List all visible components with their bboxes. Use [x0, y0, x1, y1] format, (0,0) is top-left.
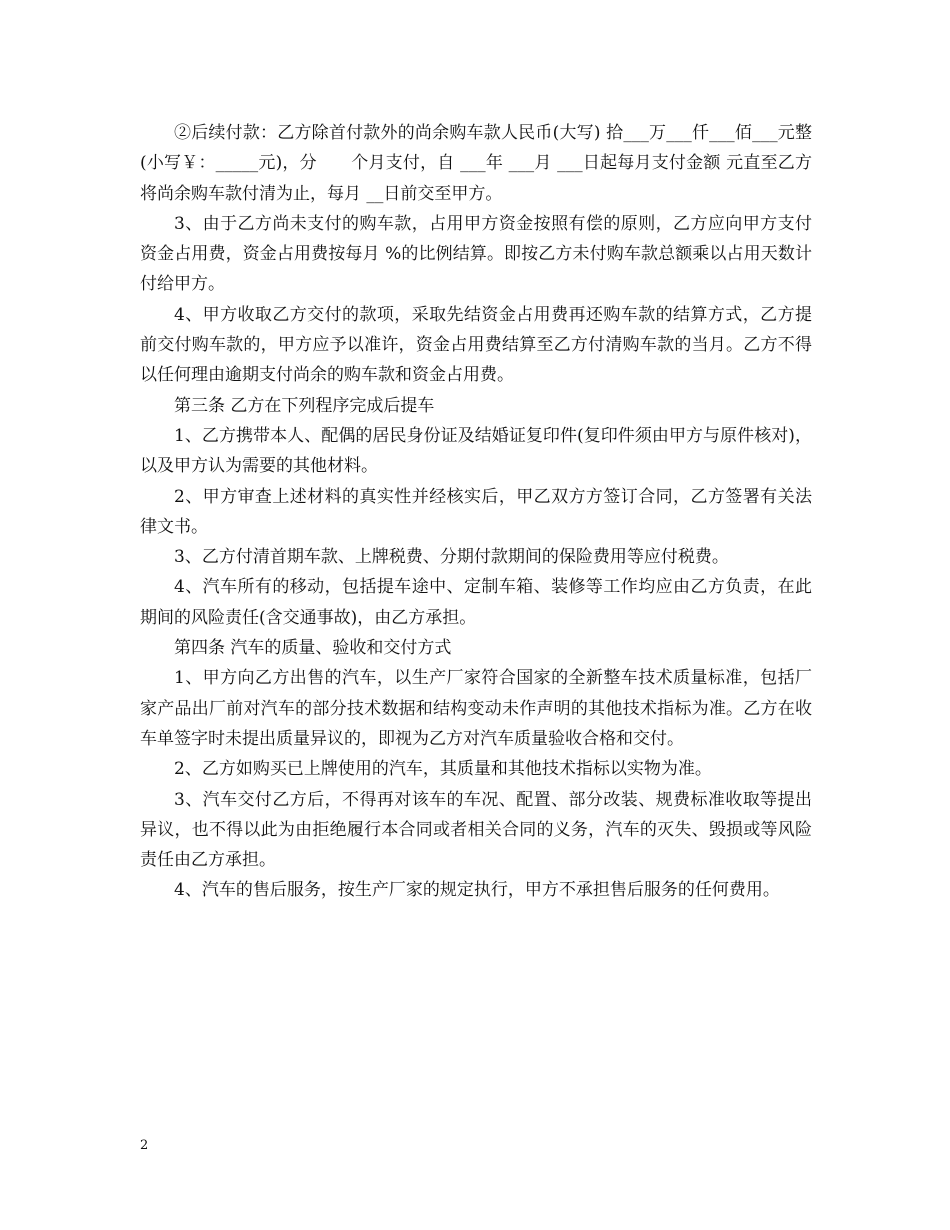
paragraph-settlement-method: 4、甲方收取乙方交付的款项，采取先结资金占用费再还购车款的结算方式，乙方提前交付购车款的，甲方应予以准许，资金占用费结算至乙方付清购车款的当月。乙方不得以任何理由逾期支付尚余的购车款和资金占用费。 [140, 304, 812, 386]
paragraph-taxes-fees: 3、乙方付清首期车款、上牌税费、分期付款期间的保险费用等应付税费。 [174, 547, 729, 568]
article-four-heading: 第四条 汽车的质量、验收和交付方式 [174, 638, 452, 659]
document-body [140, 118, 812, 906]
paragraph-used-vehicle-quality: 2、乙方如购买已上牌使用的汽车，其质量和其他技术指标以实物为准。 [174, 759, 712, 780]
paragraph-quality-standard: 1、甲方向乙方出售的汽车，以生产厂家符合国家的全新整车技术质量标准，包括厂家产品出厂前对汽车的部分技术数据和结构变动未作声明的其他技术指标为准。乙方在收车单签字时未提出质量异议的，即视为乙方对汽车质量验收合格和交付。 [140, 668, 812, 749]
paragraph-fund-occupation-fee: 3、由于乙方尚未支付的购车款，占用甲方资金按照有偿的原则，乙方应向甲方支付资金占用费，资金占用费按每月 %的比例结算。即按乙方未付购车款总额乘以占用天数计付给甲方。 [140, 213, 812, 295]
paragraph-documents-required: 1、乙方携带本人、配偶的居民身份证及结婚证复印件(复印件须由甲方与原件核对)，以及甲方认为需要的其他材料。 [140, 425, 812, 477]
paragraph-vehicle-movement-risk: 4、汽车所有的移动，包括提车途中、定制车箱、装修等工作均应由乙方负责，在此期间的风险责任(含交通事故)，由乙方承担。 [140, 577, 812, 628]
paragraph-subsequent-payment: ②后续付款：乙方除首付款外的尚余购车款人民币(大写) 拾___万___仟___佰___元整(小写￥：_____元)，分 个月支付，自 ___年 ___月 ___日起每月支付金额 元直至乙方将尚余购车款付清为止，每月 __日前交至甲方。 [140, 123, 812, 204]
paragraph-after-sales-service: 4、汽车的售后服务，按生产厂家的规定执行，甲方不承担售后服务的任何费用。 [174, 880, 780, 901]
paragraph-post-delivery-risk: 3、汽车交付乙方后，不得再对该车的车况、配置、部分改装、规费标准收取等提出异议，也不得以此为由拒绝履行本合同或者相关合同的义务，汽车的灭失、毁损或等风险责任由乙方承担。 [140, 789, 812, 871]
page-number: 2 [140, 1138, 149, 1153]
article-three-heading: 第三条 乙方在下列程序完成后提车 [174, 395, 435, 416]
paragraph-contract-signing: 2、甲方审查上述材料的真实性并经核实后，甲乙双方方签订合同，乙方签署有关法律文书。 [140, 486, 812, 537]
